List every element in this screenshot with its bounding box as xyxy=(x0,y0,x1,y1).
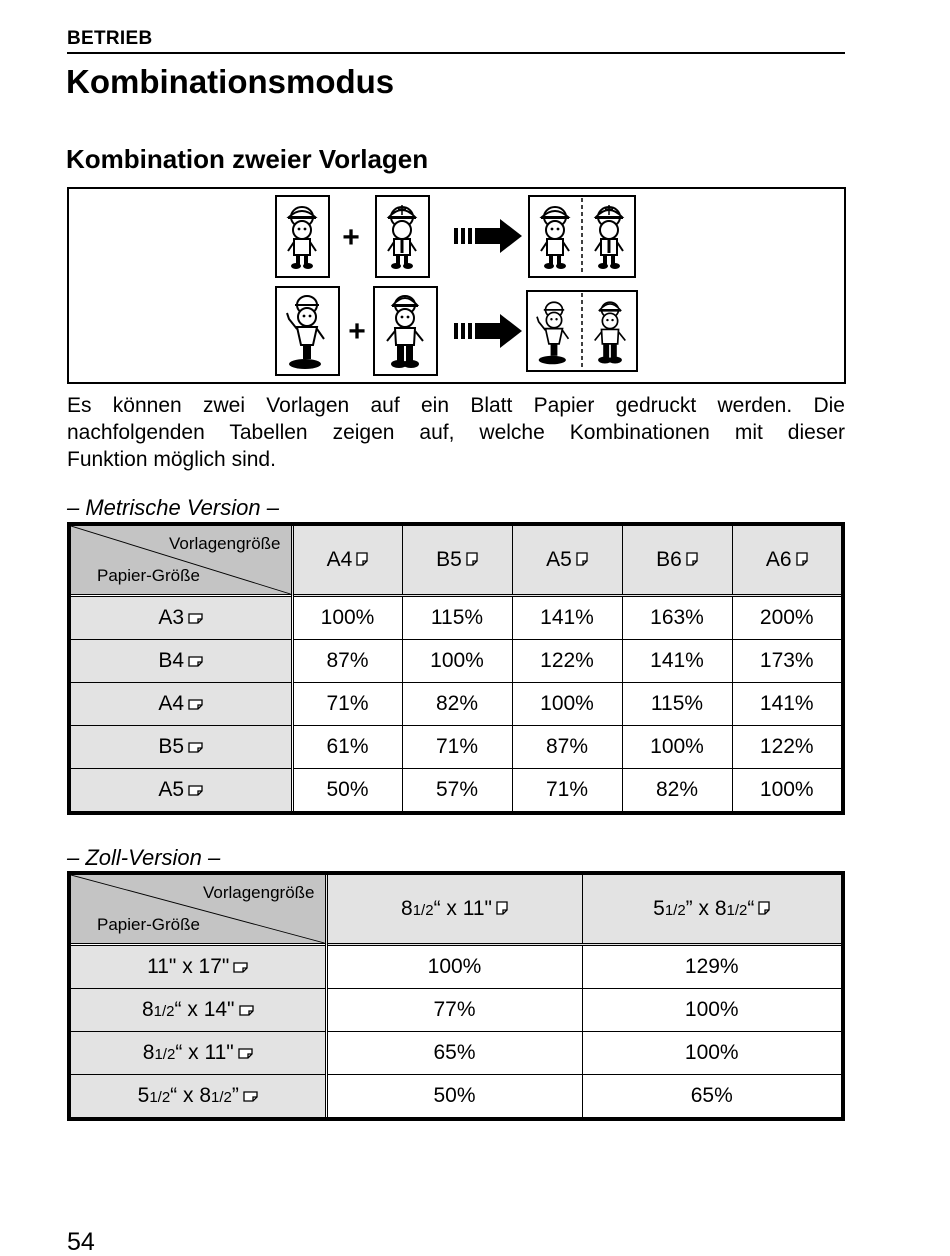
table-cell: 71% xyxy=(402,726,512,769)
table-row xyxy=(69,726,843,769)
table-row xyxy=(69,1032,843,1075)
table-cell: 100% xyxy=(622,726,732,769)
inch-table xyxy=(67,871,845,1121)
portrait-paper-icon xyxy=(466,548,478,572)
row-header: A4 xyxy=(69,683,292,726)
table-cell: 100% xyxy=(326,945,582,989)
table-cell: 50% xyxy=(326,1075,582,1120)
intro-line: Funktion möglich sind. xyxy=(67,448,276,471)
table-cell: 71% xyxy=(512,769,622,814)
landscape-paper-icon xyxy=(188,735,203,759)
inch-version-label: – Zoll-Version – xyxy=(67,845,221,870)
column-header: A5 xyxy=(512,524,622,596)
plus-sign: + xyxy=(348,315,366,348)
table-cell: 71% xyxy=(292,683,402,726)
table-row xyxy=(69,769,843,814)
corner-original-size-label: Vorlagengröße xyxy=(202,883,315,902)
illustration-drawing xyxy=(69,189,844,382)
row-header: 51/2“ x 81/2” xyxy=(69,1075,326,1120)
arrow-right-icon xyxy=(454,314,522,348)
table-header-row xyxy=(69,524,843,596)
table-cell: 82% xyxy=(622,769,732,814)
table-corner-cell xyxy=(69,873,326,945)
metric-table xyxy=(67,522,845,815)
row-header: A3 xyxy=(69,596,292,640)
table-row xyxy=(69,1075,843,1120)
intro-text xyxy=(67,392,845,473)
table-cell: 100% xyxy=(512,683,622,726)
row-header: B5 xyxy=(69,726,292,769)
table-cell: 61% xyxy=(292,726,402,769)
table-cell: 87% xyxy=(292,640,402,683)
column-header: 81/2“ x 11" xyxy=(326,873,582,945)
row-header: A5 xyxy=(69,769,292,814)
landscape-paper-icon xyxy=(188,649,203,673)
section-label: BETRIEB xyxy=(67,28,845,54)
table-cell: 122% xyxy=(512,640,622,683)
table-cell: 77% xyxy=(326,989,582,1032)
landscape-paper-icon xyxy=(188,692,203,716)
table-cell: 141% xyxy=(732,683,843,726)
column-header: A4 xyxy=(292,524,402,596)
corner-paper-size-label: Papier-Größe xyxy=(97,915,200,934)
table-cell: 115% xyxy=(402,596,512,640)
column-header: A6 xyxy=(732,524,843,596)
arrow-right-icon xyxy=(454,219,522,253)
table-cell: 100% xyxy=(732,769,843,814)
row-header: 81/2“ x 14" xyxy=(69,989,326,1032)
landscape-paper-icon xyxy=(238,1041,253,1065)
table-cell: 173% xyxy=(732,640,843,683)
table-corner-cell xyxy=(69,524,292,596)
table-cell: 200% xyxy=(732,596,843,640)
page-number: 54 xyxy=(67,1228,95,1256)
column-header: B5 xyxy=(402,524,512,596)
table-row xyxy=(69,945,843,989)
table-cell: 129% xyxy=(582,945,843,989)
table-header-row xyxy=(69,873,843,945)
table-cell: 65% xyxy=(326,1032,582,1075)
landscape-paper-icon xyxy=(243,1084,258,1108)
landscape-paper-icon xyxy=(188,606,203,630)
intro-line: Es können zwei Vorlagen auf ein Blatt Papier gedruckt werden. Die xyxy=(67,394,845,417)
table-cell: 163% xyxy=(622,596,732,640)
corner-original-size-label: Vorlagengröße xyxy=(168,534,281,553)
table-cell: 57% xyxy=(402,769,512,814)
table-cell: 100% xyxy=(582,1032,843,1075)
landscape-paper-icon xyxy=(239,998,254,1022)
table-row xyxy=(69,640,843,683)
sub-title: Kombination zweier Vorlagen xyxy=(66,144,429,174)
table-cell: 100% xyxy=(582,989,843,1032)
page-title: Kombinationsmodus xyxy=(66,63,395,100)
table-cell: 100% xyxy=(402,640,512,683)
combination-illustration xyxy=(67,187,846,384)
table-cell: 87% xyxy=(512,726,622,769)
corner-paper-size-label: Papier-Größe xyxy=(97,566,200,585)
row-header: 81/2“ x 11" xyxy=(69,1032,326,1075)
table-cell: 141% xyxy=(512,596,622,640)
portrait-paper-icon xyxy=(758,897,770,921)
portrait-paper-icon xyxy=(356,548,368,572)
table-cell: 82% xyxy=(402,683,512,726)
portrait-paper-icon xyxy=(576,548,588,572)
table-row xyxy=(69,683,843,726)
table-cell: 141% xyxy=(622,640,732,683)
plus-sign: + xyxy=(342,221,360,254)
intro-line: nachfolgenden Tabellen zeigen auf, welche Kombinationen mit dieser xyxy=(67,421,845,444)
portrait-paper-icon xyxy=(496,897,508,921)
portrait-paper-icon xyxy=(686,548,698,572)
portrait-paper-icon xyxy=(796,548,808,572)
table-cell: 122% xyxy=(732,726,843,769)
column-header: B6 xyxy=(622,524,732,596)
table-cell: 115% xyxy=(622,683,732,726)
table-cell: 50% xyxy=(292,769,402,814)
metric-version-label: – Metrische Version – xyxy=(67,495,279,520)
landscape-paper-icon xyxy=(233,955,248,979)
table-cell: 100% xyxy=(292,596,402,640)
table-row xyxy=(69,596,843,640)
row-header: B4 xyxy=(69,640,292,683)
landscape-paper-icon xyxy=(188,778,203,802)
table-row xyxy=(69,989,843,1032)
table-cell: 65% xyxy=(582,1075,843,1120)
column-header: 51/2” x 81/2“ xyxy=(582,873,843,945)
row-header: 11" x 17" xyxy=(69,945,326,989)
